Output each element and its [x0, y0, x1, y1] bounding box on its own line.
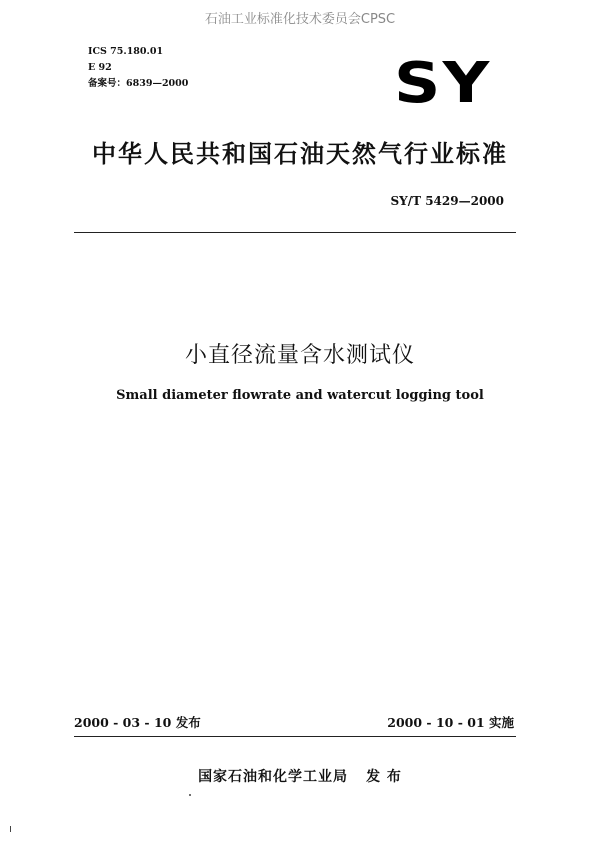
- classification-code: E 92: [88, 62, 112, 73]
- implementation-date: 2000 - 10 - 01 实施: [387, 715, 514, 730]
- publisher-line: [0, 766, 600, 786]
- scan-mark: [10, 826, 11, 832]
- sy-logo: SY: [394, 51, 492, 116]
- metadata-block: [88, 44, 188, 92]
- scan-speck: [189, 794, 191, 796]
- document-title-english: Small diameter flowrate and watercut logging tool: [116, 388, 484, 403]
- top-divider: [74, 232, 516, 233]
- standard-number: SY/T 5429—2000: [390, 194, 504, 208]
- issue-date: 2000 - 03 - 10 发布: [74, 715, 201, 730]
- bottom-divider: [74, 736, 516, 737]
- document-title-chinese: 小直径流量含水测试仪: [184, 343, 415, 368]
- organization-title: 中华人民共和国石油天然气行业标准: [92, 140, 508, 168]
- watermark-text: 石油工业标准化技术委员会CPSC: [204, 12, 396, 27]
- publisher-name: 国家石油和化学工业局: [198, 769, 349, 785]
- publisher-action: 发 布: [366, 769, 402, 785]
- ics-code: ICS 75.180.01: [88, 46, 164, 57]
- record-number: 备案号：6839—2000: [88, 78, 189, 89]
